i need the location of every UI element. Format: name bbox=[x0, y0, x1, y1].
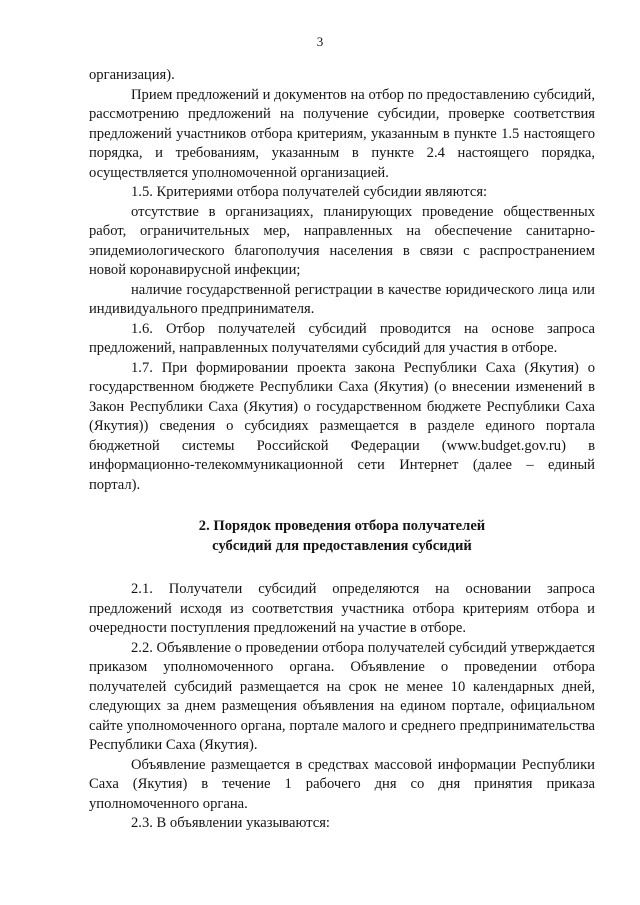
paragraph: Прием предложений и документов на отбор по предоставлению субсидий, рассмотрению предложений на получение субсидии, проверке соответствия предложений участников отбора критериям, указанным в пункте 1.5 настоящего порядка, и требованиям, указанным в пункте 2.4 настоящего порядка, осуществляется уполномоченной организацией. bbox=[89, 86, 595, 181]
section-heading-line: 2. Порядок проведения отбора получателей bbox=[198, 518, 486, 534]
paragraph: Объявление размещается в средствах массовой информации Республики Саха (Якутия) в течение 1 рабочего дня со дня принятия приказа уполномоченного органа. bbox=[89, 756, 595, 812]
paragraph: 1.6. Отбор получателей субсидий проводится на основе запроса предложений, направленных получателями субсидий для участия в отборе. bbox=[89, 320, 595, 356]
paragraph: наличие государственной регистрации в качестве юридического лица или индивидуального предпринимателя. bbox=[89, 281, 595, 317]
section-heading-line: субсидий для предоставления субсидий bbox=[212, 537, 472, 554]
paragraph: организация). bbox=[89, 67, 175, 83]
page-number: 3 bbox=[316, 34, 324, 49]
document-body bbox=[89, 66, 595, 834]
paragraph: 1.5. Критериями отбора получателей субсидии являются: bbox=[131, 184, 488, 200]
paragraph: 2.2. Объявление о проведении отбора получателей субсидий утверждается приказом уполномоченного органа. Объявление о проведении отбора получателей субсидий размещается на срок не менее 10 календарных дней, следующих за днем размещения объявления на едином портале, официальном сайте уполномоченного органа, портале малого и среднего предпринимательства Республики Саха (Якутия). bbox=[89, 639, 595, 753]
paragraph: 1.7. При формировании проекта закона Республики Саха (Якутия) о государственном бюджете Республики Саха (Якутия) (о внесении изменений в Закон Республики Саха (Якутия) о государственном бюджете Республики Саха (Якутия)) сведения о субсидиях размещается в разделе единого портала бюджетной системы Российской Федерации (www.budget.gov.ru) в информационно-телекоммуникационной сети Интернет (далее – единый портал). bbox=[89, 359, 595, 493]
paragraph: 2.3. В объявлении указываются: bbox=[131, 815, 330, 831]
section-heading bbox=[89, 517, 595, 556]
paragraph: 2.1. Получатели субсидий определяются на основании запроса предложений исходя из соответствия участника отбора критериям отбора и очередности поступления предложений на участие в отборе. bbox=[89, 581, 595, 636]
paragraph: отсутствие в организациях, планирующих проведение общественных работ, ограничительных мер, направленных на обеспечение санитарно-эпидемиологического благополучия населения в связи с распространением новой коронавирусной инфекции; bbox=[89, 203, 595, 278]
